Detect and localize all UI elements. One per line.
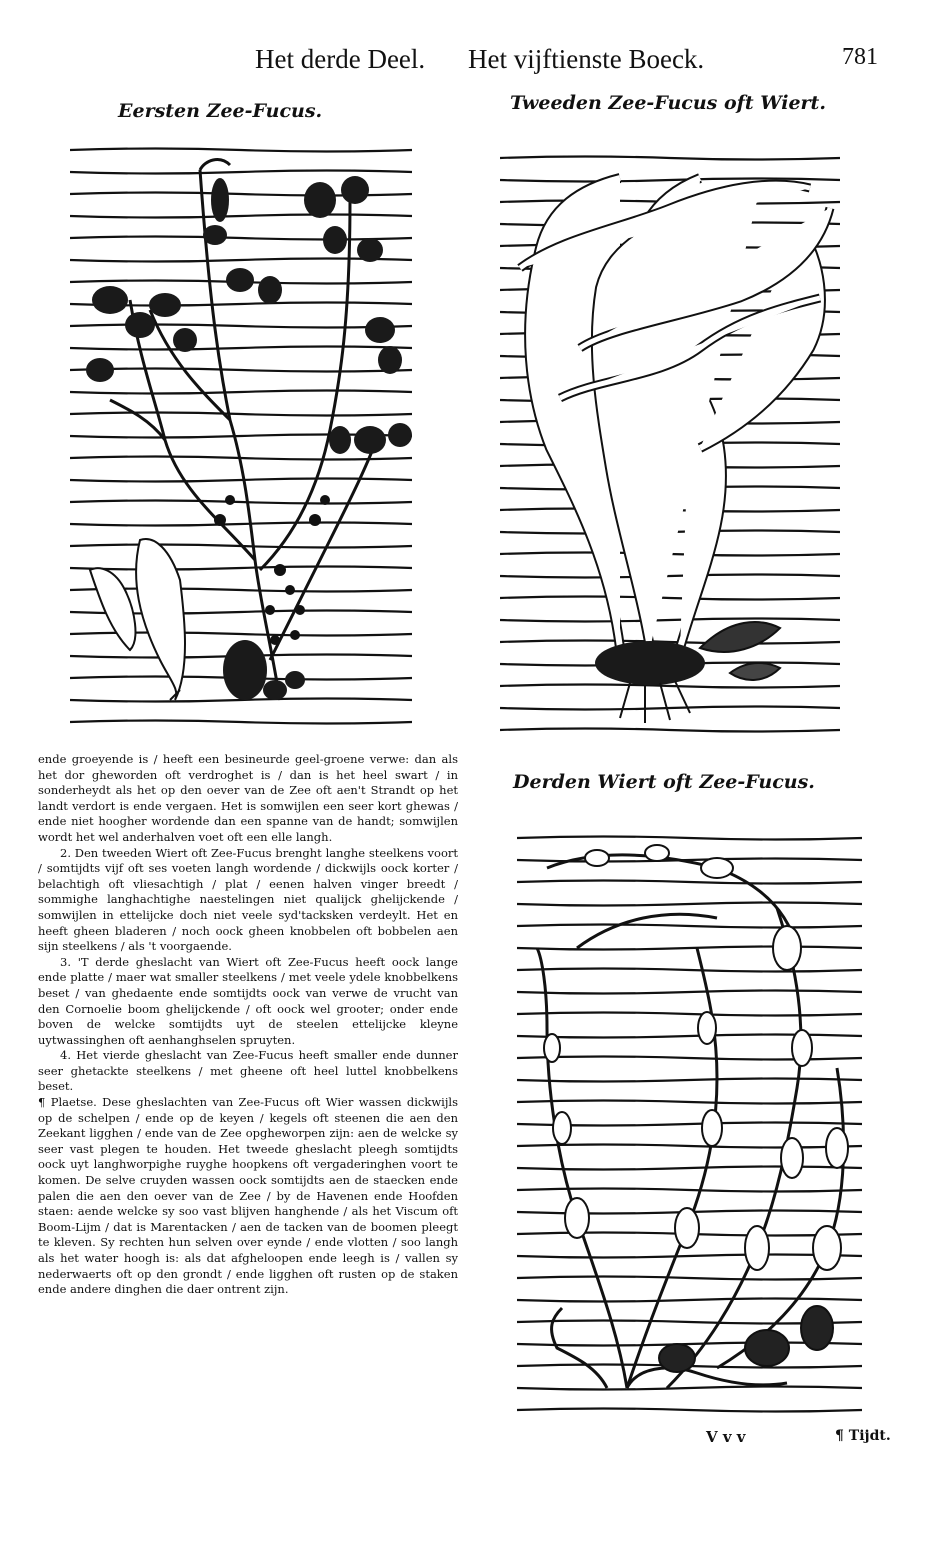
water-line	[517, 881, 862, 884]
water-line	[517, 1013, 862, 1016]
water-line	[70, 721, 412, 724]
woodcut-second-fucus-illustration	[500, 148, 840, 740]
water-line	[500, 619, 840, 622]
water-line	[70, 523, 412, 526]
body-paragraph-1: ende groeyende is / heeft een besineurde geel-groene verwe: dan als het dor gheworden oft verdroghet is / dan is het heel swart / in sonderheydt als het op den oever van de Zee oft aen't Strandt op het landt verdort is ende vergaen. Het is somwijlen een seer kort ghewas / ende niet hoogher wordende dan een spanne van de handt; somwijlen wordt het wel anderhalven voet oft een elle langh.	[38, 752, 458, 844]
water-line	[517, 1255, 862, 1258]
water-line	[500, 707, 840, 710]
woodcut-second-fucus	[500, 148, 840, 740]
water-line	[70, 325, 412, 328]
catchword: ¶ Tijdt.	[835, 1428, 891, 1444]
water-line	[517, 1079, 862, 1082]
water-line	[517, 1145, 862, 1148]
woodcut-third-fucus	[517, 828, 862, 1418]
water-line	[517, 1387, 862, 1390]
water-line	[517, 903, 862, 906]
water-line	[70, 171, 412, 174]
water-line	[500, 157, 840, 160]
woodcut-first-fucus	[70, 140, 412, 730]
figure-caption-1: Eersten Zee-Fucus.	[118, 100, 323, 122]
body-paragraph-3: 3. 'T derde gheslacht van Wiert oft Zee-Fucus heeft oock lange ende platte / maer wat smaller steelkens / met veele ydele knobbelkens beset / van ghedaente ende somtijdts oock van verwe de vrucht van den Cornoelie boom ghelijckende / oft oock wel grooter; onder ende boven de welcke somtijdts uyt de steelen ettelijcke kleyne uytwassinghen oft aenhanghselen spruyten.	[38, 954, 458, 1047]
water-line	[517, 991, 862, 994]
signature-mark: V v v	[706, 1428, 746, 1446]
water-line	[500, 575, 840, 578]
figure-caption-2: Tweeden Zee-Fucus oft Wiert.	[510, 92, 826, 114]
water-line	[70, 413, 412, 416]
page-number: 781	[842, 44, 878, 70]
water-line	[70, 259, 412, 262]
water-line	[517, 947, 862, 950]
figure-caption-3: Derden Wiert oft Zee-Fucus.	[513, 771, 815, 793]
seaweed-small-pods	[214, 495, 330, 645]
water-line	[70, 215, 412, 218]
running-head-book: Het vijftienste Boeck.	[468, 44, 705, 74]
water-line	[70, 237, 412, 240]
water-line	[517, 1167, 862, 1170]
water-line	[70, 391, 412, 394]
water-line	[500, 597, 840, 600]
water-line	[517, 969, 862, 972]
woodcut-third-fucus-illustration	[517, 828, 862, 1418]
water-line	[70, 567, 412, 570]
seaweed-base-bladders	[659, 1306, 833, 1372]
water-line	[500, 729, 840, 732]
water-line	[517, 1101, 862, 1104]
water-line	[517, 1409, 862, 1412]
woodcut-first-fucus-illustration	[70, 140, 412, 730]
running-head	[255, 40, 905, 80]
water-line	[70, 501, 412, 504]
water-line	[70, 369, 412, 372]
water-line	[517, 837, 862, 840]
water-line	[500, 685, 840, 688]
running-head-part: Het derde Deel.	[255, 44, 426, 74]
body-paragraph-5: ¶ Plaetse. Dese gheslachten van Zee-Fucus oft Wier wassen dickwijls op de schelpen / ende op de keyen / kegels oft steenen die aen den Zeekant ligghen / ende van de Zee opgheworpen zijn: aen de welcke sy seer vast plegen te houden. Het tweede gheslacht pleegh somtijdts oock uyt langhworpighe ruyghe hoopkens oft vergaderinghen voort te komen. De selve cruyden wassen oock somtijdts aen de staecken ende palen die aen den oever van de Zee / by de Havenen ende Hoofden staen: aende welcke sy soo vast blijven hanghende / als het Viscum oft Boom-Lijm / dat is Marentacken / aen de tacken van de boomen pleegt te kleven. Sy rechten hun selven over eynde / ende vlotten / soo langh als het water hoogh is: als dat afgheloopen ende leegh is / vallen sy nederwaerts oft op den grondt / ende ligghen oft rusten op de staken ende andere dinghen die daer ontrent zijn.	[38, 1095, 458, 1297]
water-line	[70, 149, 412, 152]
body-paragraph-2: 2. Den tweeden Wiert oft Zee-Fucus brenght langhe steelkens voort / somtijdts vijf oft ses voeten langh wordende / dickwijls oock korter / belachtigh oft vliesachtigh / plat / eenen halven vinger breedt / sommighe langhachtighe naestelingen niet qualijck ghelijckende / somwijlen in ettelijcke doch niet veele syd'tacksken verdeylt. Het en heeft gheen bladeren / noch oock gheen knobbelen oft bobbelen aen sijn steelkens / als 't voorgaende.	[38, 845, 458, 954]
water-line	[70, 347, 412, 350]
water-line	[517, 1299, 862, 1302]
water-line	[517, 925, 862, 928]
body-text	[38, 752, 458, 1298]
body-paragraph-4: 4. Het vierde gheslacht van Zee-Fucus heeft smaller ende dunner seer ghetackte steelkens / met gheene oft heel luttel knobbelkens beset.	[38, 1048, 458, 1094]
